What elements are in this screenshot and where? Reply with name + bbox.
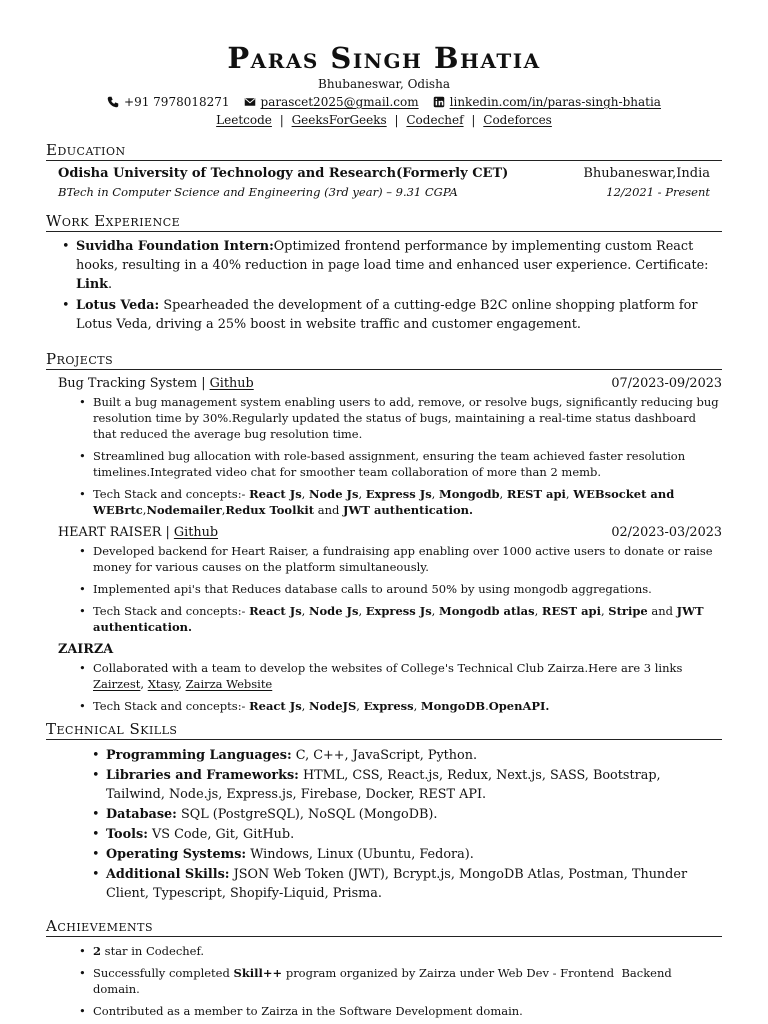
tech-item: Express (363, 699, 414, 713)
education-school-row (46, 164, 722, 184)
email-link[interactable]: parascet2025@gmail.com (260, 95, 419, 109)
linkedin-link[interactable]: linkedin.com/in/paras-singh-bhatia (449, 95, 661, 109)
zairza-website-link[interactable]: Zairza Website (185, 677, 273, 691)
skill-label: Additional Skills: (106, 867, 230, 882)
tech-item: React Js (249, 604, 302, 618)
skill-label: Programming Languages: (106, 748, 292, 763)
achievement-text: star in Codechef. (101, 944, 204, 958)
linkedin-item[interactable] (433, 93, 661, 111)
phone-item[interactable] (107, 93, 230, 111)
work-item (76, 296, 722, 334)
project-bullet: • Developed backend for Heart Raiser, a fundraising app enabling over 1000 active users to donate or raise money for various causes on the platform simultaneously. (93, 543, 722, 575)
tech-item: JWT authentication. (93, 604, 704, 634)
tech-item: WEBsocket and WEBrtc (93, 487, 675, 517)
work-title: Suvidha Foundation Intern: (76, 239, 274, 254)
skill-value: JSON Web Token (JWT), Bcrypt.js, MongoDB Atlas, Postman, Thunder Client, Typescript, Shopify-Liquid, Prisma. (106, 867, 688, 901)
skill-value: VS Code, Git, GitHub. (147, 827, 295, 842)
profile-separator: | (394, 113, 399, 127)
achievement-highlight: 2 (93, 944, 102, 958)
profile-links (46, 111, 722, 130)
tech-item: REST api (541, 604, 601, 618)
skill-value: Windows, Linux (Ubuntu, Fedora). (246, 847, 474, 862)
project-header (46, 375, 722, 393)
skills-list (46, 746, 722, 903)
skill-item (106, 845, 722, 864)
github-link[interactable]: Github (209, 376, 254, 391)
tech-item: MongoDB (420, 699, 486, 713)
github-link[interactable]: Github (173, 525, 219, 540)
codechef-link[interactable]: Codechef (406, 113, 464, 127)
tech-and: and (314, 503, 344, 517)
xtasy-link[interactable]: Xtasy (147, 677, 179, 691)
achievement-text: program organized by Zairza under Web Dev - Frontend Backend domain. (93, 966, 676, 996)
codeforces-link[interactable]: Codeforces (483, 113, 552, 127)
tech-item: Express Js (365, 487, 432, 501)
contact-row (46, 93, 722, 111)
tech-item: Node Js (308, 487, 359, 501)
achievements-heading: Achievements (46, 917, 722, 937)
leetcode-link[interactable]: Leetcode (216, 113, 272, 127)
skill-item (106, 766, 722, 804)
tech-item: Express Js (365, 604, 432, 618)
project-bullet: • Collaborated with a team to develop the websites of College's Technical Club Zairza.Here are 3 links Zairzest, Xtasy, Zairza Website (93, 660, 722, 692)
achievement-highlight: Skill++ (233, 966, 283, 980)
achievements-list (46, 943, 722, 1019)
project-tech-stack: • Tech Stack and concepts:- React Js, Node Js, Express Js, Mongodb, REST api, WEBsocket and WEBrtc,Nodemailer,Redux Toolkit and JWT authentication. (93, 486, 722, 518)
achievement-item (93, 965, 722, 997)
project-name: HEART RAISER (58, 525, 162, 540)
project-bullet: • Built a bug management system enabling users to add, remove, or resolve bugs, significantly reducing bug resolution time by 30%.Regularly updated the status of bugs, maintaining a real-time status dashboard that reduced the average bug resolution time. (93, 394, 722, 442)
project-bullet: • Implemented api's that Reduces database calls to around 50% by using mongodb aggregations. (93, 581, 722, 597)
tech-item: React Js (249, 699, 302, 713)
achievement-item: • Contributed as a member to Zairza in the Software Development domain. (93, 1003, 722, 1019)
project-sep: | (197, 376, 210, 391)
education-heading: Education (46, 141, 722, 161)
profile-separator: | (279, 113, 284, 127)
envelope-icon (244, 96, 256, 108)
project-bullet: • Streamlined bug allocation with role-based assignment, ensuring the team achieved faster resolution timelines.Integrated video chat for smoother team collaboration of more than 2 memb. (93, 448, 722, 480)
project-text: Collaborated with a team to develop the websites of College's Technical Club Zairza.Here are 3 links (93, 661, 683, 675)
project-bullets (46, 660, 722, 714)
skill-value: SQL (PostgreSQL), NoSQL (MongoDB). (176, 807, 438, 822)
project-name: ZAIRZA (58, 642, 114, 657)
skill-label: Tools: (106, 827, 148, 842)
profile-separator: | (471, 113, 476, 127)
tech-prefix: Tech Stack and concepts:- (93, 487, 250, 501)
achievement-item (93, 943, 722, 959)
project-name: Bug Tracking System (58, 376, 198, 391)
work-punct: . (108, 277, 113, 292)
degree: BTech in Computer Science and Engineering (3rd year) – 9.31 CGPA (58, 185, 458, 199)
candidate-name: Paras Singh Bhatia (227, 41, 541, 75)
skill-item (106, 805, 722, 824)
achievement-text: Successfully completed (93, 966, 234, 980)
projects-heading: Projects (46, 350, 722, 370)
project-bullets (46, 394, 722, 518)
tech-item: Stripe (608, 604, 648, 618)
project-sep: | (161, 525, 174, 540)
school-name: Odisha University of Technology and Research(Formerly CET) (58, 166, 509, 181)
email-item[interactable] (244, 93, 419, 111)
project-tech-stack: • Tech Stack and concepts:- React Js, NodeJS, Express, MongoDB.OpenAPI. (93, 698, 722, 714)
education-degree-row (46, 184, 722, 201)
school-location: Bhubaneswar,India (583, 166, 710, 181)
work-item (76, 237, 722, 294)
work-title: Lotus Veda: (76, 298, 160, 313)
tech-item: Node Js (308, 604, 359, 618)
project-header (46, 524, 722, 542)
skill-value: C, C++, JavaScript, Python. (291, 748, 478, 763)
project-bullets (46, 543, 722, 635)
tech-item: Mongodb atlas (438, 604, 535, 618)
tech-and: and (647, 604, 677, 618)
linkedin-icon (433, 96, 445, 108)
tech-item: React Js (249, 487, 302, 501)
project-dates: 02/2023-03/2023 (611, 525, 722, 540)
tech-item: Mongodb (438, 487, 500, 501)
skill-label: Libraries and Frameworks: (106, 768, 299, 783)
tech-item: JWT authentication. (343, 503, 473, 517)
tech-prefix: Tech Stack and concepts:- (93, 699, 250, 713)
tech-item: NodeJS (308, 699, 357, 713)
certificate-link[interactable]: Link (76, 277, 109, 292)
tech-item: REST api (506, 487, 566, 501)
work-list (46, 237, 722, 334)
project-tech-stack: • Tech Stack and concepts:- React Js, Node Js, Express Js, Mongodb atlas, REST api, Stripe and JWT authentication. (93, 603, 722, 635)
tech-prefix: Tech Stack and concepts:- (93, 604, 250, 618)
skills-heading: Technical Skills (46, 720, 722, 740)
phone-icon (107, 96, 119, 108)
education-dates: 12/2021 - Present (606, 185, 710, 199)
tech-item: Nodemailer (146, 503, 222, 517)
phone-number: +91 7978018271 (124, 95, 230, 109)
zairzest-link[interactable]: Zairzest (93, 677, 141, 691)
skill-label: Database: (106, 807, 177, 822)
skill-item (106, 746, 722, 765)
project-dates: 07/2023-09/2023 (611, 376, 722, 391)
work-description: Spearheaded the development of a cutting-edge B2C online shopping platform for Lotus Veda, driving a 25% boost in website traffic and customer engagement. (76, 298, 698, 332)
skill-value: HTML, CSS, React.js, Redux, Next.js, SASS, Bootstrap, Tailwind, Node.js, Express.js, Firebase, Docker, REST API. (106, 768, 661, 802)
tech-item: Redux Toolkit (225, 503, 315, 517)
skill-item (106, 825, 722, 844)
tech-item: OpenAPI. (488, 699, 550, 713)
skill-item (106, 865, 722, 903)
work-heading: Work Experience (46, 212, 722, 232)
location: Bhubaneswar, Odisha (318, 77, 450, 91)
geeksforgeeks-link[interactable]: GeeksForGeeks (291, 113, 387, 127)
work-description: Optimized frontend performance by implementing custom React hooks, resulting in a 40% reduction in page load time and enhanced user experience. Certificate: (76, 239, 709, 273)
project-header (46, 641, 722, 659)
skill-label: Operating Systems: (106, 847, 247, 862)
